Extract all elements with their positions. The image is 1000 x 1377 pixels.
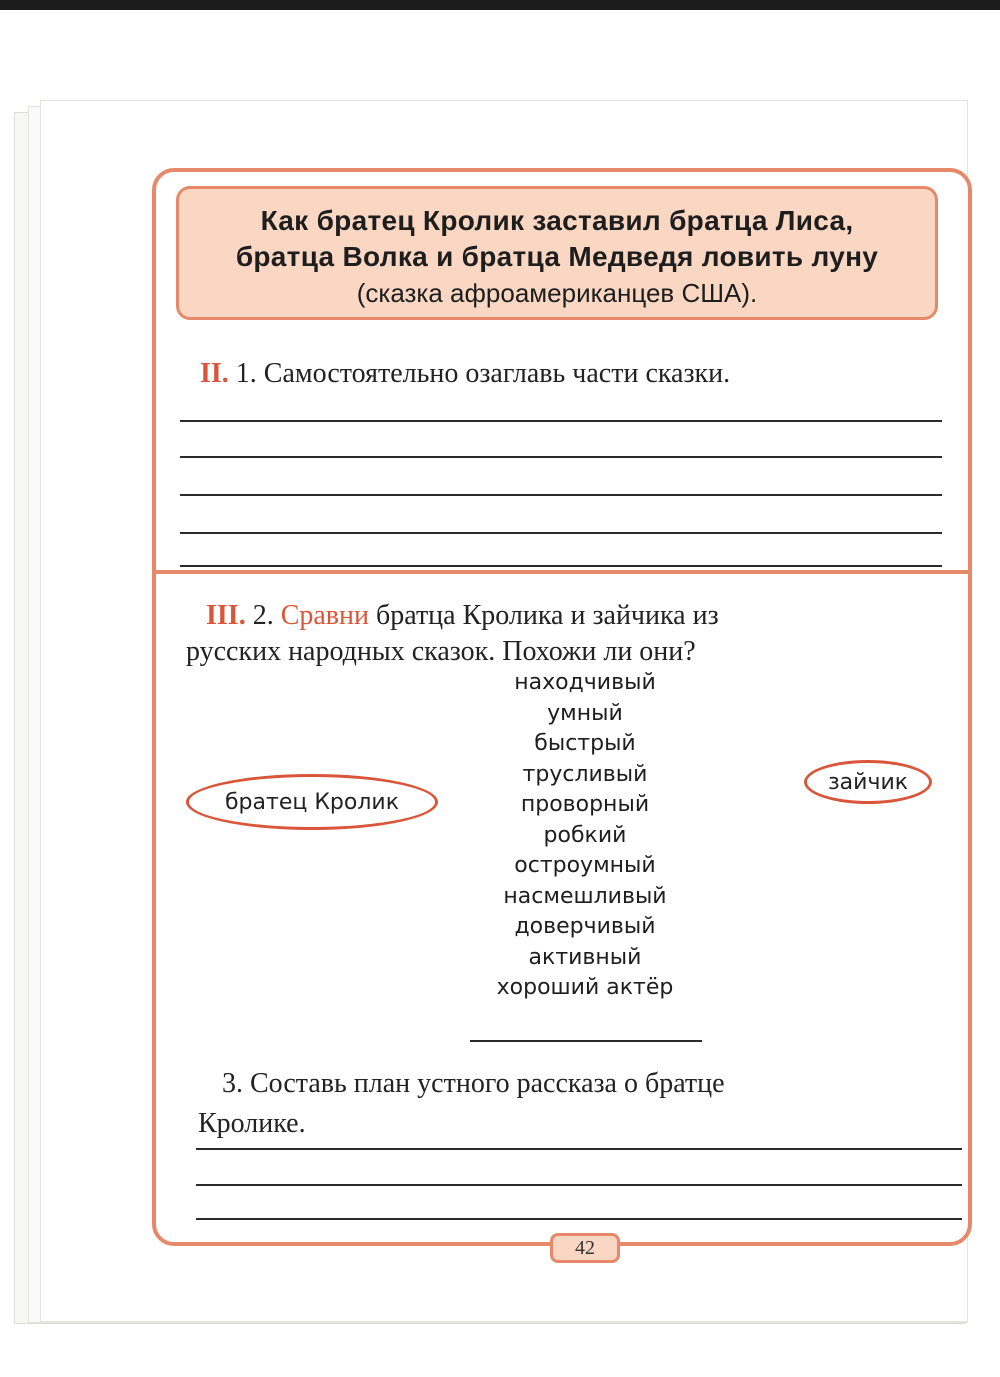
task-3: [222, 1066, 725, 1102]
subtitle: (сказка афроамериканцев США).: [356, 278, 758, 308]
trait-item[interactable]: остроумный: [514, 853, 656, 878]
task-2-line-2: русских народных сказок. Похожи ли они?: [186, 636, 696, 667]
section-number-ii: II.: [200, 358, 229, 389]
section-number-iii: III.: [206, 600, 246, 631]
task-1-text: Самостоятельно озаглавь части сказки.: [263, 358, 731, 389]
title-line-1: Как братец Кролик заставил братца Лиса,: [260, 205, 854, 236]
task-2: [206, 598, 719, 634]
oval-bratets-krolik: братец Кролик: [186, 774, 438, 830]
trait-item[interactable]: быстрый: [534, 731, 636, 756]
trait-item[interactable]: умный: [547, 700, 623, 726]
answer-line[interactable]: [180, 456, 942, 458]
answer-line[interactable]: [180, 494, 942, 496]
trait-item[interactable]: хороший актёр: [496, 975, 674, 1000]
task-3-number: 3.: [222, 1068, 243, 1099]
answer-line[interactable]: [180, 532, 942, 534]
task-3-text: Составь план устного рассказа о братце: [250, 1068, 725, 1099]
page-number: 42: [550, 1233, 620, 1263]
task-3-line-2: Кролике.: [198, 1108, 306, 1139]
task-1-number: 1.: [235, 358, 257, 389]
task-1: [200, 356, 730, 392]
title-line-2: братца Волка и братца Медведя ловить луну: [235, 241, 879, 272]
task-2-number: 2.: [252, 600, 274, 631]
trait-item[interactable]: проворный: [520, 792, 650, 817]
trait-item[interactable]: находчивый: [514, 670, 656, 695]
trait-item[interactable]: трусливый: [522, 761, 648, 787]
oval-zaichik: зайчик: [804, 760, 932, 804]
task-2-keyword: Сравни: [280, 600, 369, 631]
trait-item[interactable]: активный: [528, 944, 642, 970]
answer-line[interactable]: [180, 420, 942, 422]
answer-line[interactable]: [180, 565, 942, 567]
trait-item[interactable]: насмешливый: [503, 883, 667, 909]
section-divider: [152, 570, 972, 574]
traits-list: [470, 668, 700, 1004]
answer-line[interactable]: [196, 1218, 962, 1220]
task-2-text: братца Кролика и зайчика из: [376, 600, 719, 631]
answer-line[interactable]: [196, 1148, 962, 1150]
trait-item[interactable]: робкий: [543, 822, 627, 848]
scan-top-edge: [0, 0, 1000, 10]
answer-line[interactable]: [196, 1184, 962, 1186]
title-box: [176, 186, 938, 320]
short-answer-line[interactable]: [470, 1040, 702, 1042]
trait-item[interactable]: доверчивый: [514, 914, 656, 939]
